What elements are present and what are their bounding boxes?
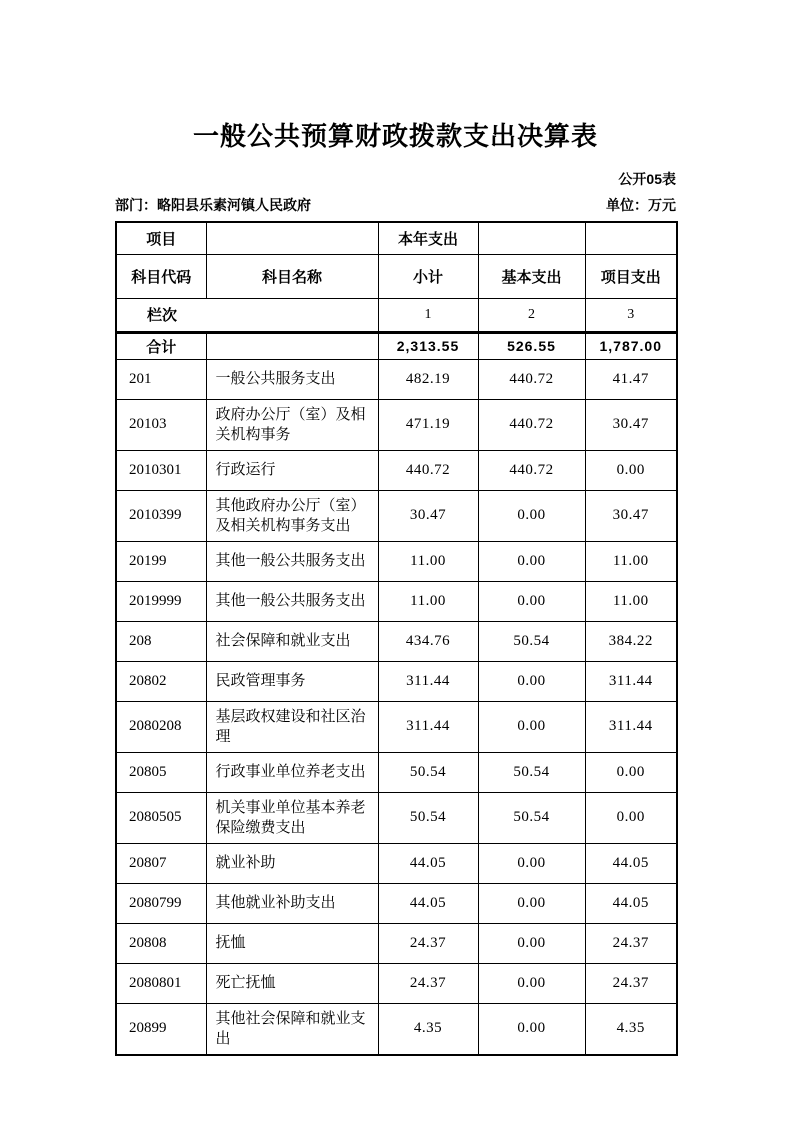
subject-name-cell: 抚恤: [206, 923, 378, 963]
subtotal-cell: 4.35: [378, 1003, 478, 1055]
column-index-2: 2: [478, 298, 585, 332]
subject-name-cell: 行政运行: [206, 450, 378, 490]
project-expenditure-cell: 0.00: [585, 792, 677, 843]
column-index-label-cell: [116, 298, 378, 332]
total-basic-cell: 526.55: [478, 332, 585, 359]
table-row: [116, 701, 677, 752]
subtotal-cell: 50.54: [378, 752, 478, 792]
total-empty-cell: [206, 332, 378, 359]
table-row: [116, 661, 677, 701]
project-expenditure-cell: 0.00: [585, 752, 677, 792]
table-row: [116, 581, 677, 621]
subject-code-cell: 20805: [116, 752, 206, 792]
project-expenditure-cell: 0.00: [585, 450, 677, 490]
basic-expenditure-cell: 0.00: [478, 661, 585, 701]
header-subject-code: 科目代码: [116, 254, 206, 298]
basic-expenditure-cell: 50.54: [478, 621, 585, 661]
subject-code-cell: 20103: [116, 399, 206, 450]
table-row: [116, 963, 677, 1003]
table-number-label: 公开05表: [618, 171, 676, 187]
expenditure-table: [115, 221, 678, 1056]
project-expenditure-cell: 311.44: [585, 661, 677, 701]
total-label-cell: 合计: [116, 332, 206, 359]
subject-name-cell: 其他社会保障和就业支出: [206, 1003, 378, 1055]
page-content: [115, 116, 676, 1056]
page-title: 一般公共预算财政拨款支出决算表: [192, 121, 598, 151]
total-project-cell: 1,787.00: [585, 332, 677, 359]
project-expenditure-cell: 44.05: [585, 843, 677, 883]
table-row: [116, 541, 677, 581]
subject-name-cell: 政府办公厅（室）及相关机构事务: [206, 399, 378, 450]
basic-expenditure-cell: 0.00: [478, 923, 585, 963]
header-project-cell: 项目: [116, 222, 206, 254]
subtotal-cell: 50.54: [378, 792, 478, 843]
subtotal-cell: 11.00: [378, 581, 478, 621]
subject-name-cell: 民政管理事务: [206, 661, 378, 701]
header-subject-name: 科目名称: [206, 254, 378, 298]
subtotal-cell: 11.00: [378, 541, 478, 581]
header-row-1: [116, 222, 677, 254]
project-expenditure-cell: 11.00: [585, 541, 677, 581]
subject-name-cell: 基层政权建设和社区治理: [206, 701, 378, 752]
header-empty-cell: [585, 222, 677, 254]
subject-name-cell: 机关事业单位基本养老保险缴费支出: [206, 792, 378, 843]
subject-name-cell: 其他一般公共服务支出: [206, 581, 378, 621]
subject-code-cell: 20899: [116, 1003, 206, 1055]
project-expenditure-cell: 384.22: [585, 621, 677, 661]
basic-expenditure-cell: 440.72: [478, 359, 585, 399]
table-row: [116, 923, 677, 963]
basic-expenditure-cell: 0.00: [478, 883, 585, 923]
subject-code-cell: 2010301: [116, 450, 206, 490]
basic-expenditure-cell: 0.00: [478, 701, 585, 752]
project-expenditure-cell: 4.35: [585, 1003, 677, 1055]
subject-name-cell: 其他一般公共服务支出: [206, 541, 378, 581]
basic-expenditure-cell: 0.00: [478, 1003, 585, 1055]
subject-code-cell: 20808: [116, 923, 206, 963]
total-subtotal-cell: 2,313.55: [378, 332, 478, 359]
header-project-expenditure: 项目支出: [585, 254, 677, 298]
subject-name-cell: 死亡抚恤: [206, 963, 378, 1003]
header-current-year-cell: 本年支出: [378, 222, 478, 254]
project-expenditure-cell: 41.47: [585, 359, 677, 399]
column-index-1: 1: [378, 298, 478, 332]
basic-expenditure-cell: 0.00: [478, 963, 585, 1003]
basic-expenditure-cell: 440.72: [478, 399, 585, 450]
table-row: [116, 359, 677, 399]
total-row: [116, 332, 677, 359]
table-row: [116, 621, 677, 661]
subtotal-cell: 44.05: [378, 883, 478, 923]
table-row: [116, 792, 677, 843]
project-expenditure-cell: 44.05: [585, 883, 677, 923]
subject-name-cell: 一般公共服务支出: [206, 359, 378, 399]
subtotal-cell: 30.47: [378, 490, 478, 541]
table-row: [116, 752, 677, 792]
department-label: 部门：略阳县乐素河镇人民政府: [115, 197, 311, 213]
subject-code-cell: 20807: [116, 843, 206, 883]
subject-code-cell: 208: [116, 621, 206, 661]
table-row: [116, 1003, 677, 1055]
header-basic-expenditure: 基本支出: [478, 254, 585, 298]
column-index-row: [116, 298, 677, 332]
project-expenditure-cell: 30.47: [585, 399, 677, 450]
subject-name-cell: 行政事业单位养老支出: [206, 752, 378, 792]
subject-code-cell: 2080801: [116, 963, 206, 1003]
subject-code-cell: 2019999: [116, 581, 206, 621]
header-empty-cell: [478, 222, 585, 254]
subject-code-cell: 2010399: [116, 490, 206, 541]
basic-expenditure-cell: 0.00: [478, 581, 585, 621]
subject-name-cell: 社会保障和就业支出: [206, 621, 378, 661]
subtotal-cell: 24.37: [378, 963, 478, 1003]
table-row: [116, 883, 677, 923]
header-empty-cell: [206, 222, 378, 254]
subtotal-cell: 311.44: [378, 661, 478, 701]
project-expenditure-cell: 24.37: [585, 923, 677, 963]
subject-name-cell: 其他就业补助支出: [206, 883, 378, 923]
project-expenditure-cell: 24.37: [585, 963, 677, 1003]
table-row: [116, 450, 677, 490]
basic-expenditure-cell: 0.00: [478, 541, 585, 581]
basic-expenditure-cell: 0.00: [478, 490, 585, 541]
subject-code-cell: 2080505: [116, 792, 206, 843]
basic-expenditure-cell: 440.72: [478, 450, 585, 490]
subject-code-cell: 2080208: [116, 701, 206, 752]
table-row: [116, 490, 677, 541]
table-body: [116, 298, 677, 1055]
subtotal-cell: 311.44: [378, 701, 478, 752]
header-row-2: [116, 254, 677, 298]
table-row: [116, 399, 677, 450]
subtotal-cell: 440.72: [378, 450, 478, 490]
basic-expenditure-cell: 50.54: [478, 752, 585, 792]
column-index-3: 3: [585, 298, 677, 332]
project-expenditure-cell: 11.00: [585, 581, 677, 621]
subtotal-cell: 434.76: [378, 621, 478, 661]
subject-code-cell: 2080799: [116, 883, 206, 923]
subtotal-cell: 24.37: [378, 923, 478, 963]
subject-name-cell: 就业补助: [206, 843, 378, 883]
basic-expenditure-cell: 50.54: [478, 792, 585, 843]
project-expenditure-cell: 311.44: [585, 701, 677, 752]
subject-code-cell: 201: [116, 359, 206, 399]
column-index-label: 栏次: [146, 307, 177, 324]
unit-label: 单位：万元: [606, 197, 676, 213]
subtotal-cell: 471.19: [378, 399, 478, 450]
table-row: [116, 843, 677, 883]
subject-name-cell: 其他政府办公厅（室）及相关机构事务支出: [206, 490, 378, 541]
basic-expenditure-cell: 0.00: [478, 843, 585, 883]
subject-code-cell: 20802: [116, 661, 206, 701]
subtotal-cell: 44.05: [378, 843, 478, 883]
meta-row: [115, 195, 676, 215]
header-subtotal: 小计: [378, 254, 478, 298]
subtotal-cell: 482.19: [378, 359, 478, 399]
project-expenditure-cell: 30.47: [585, 490, 677, 541]
subject-code-cell: 20199: [116, 541, 206, 581]
